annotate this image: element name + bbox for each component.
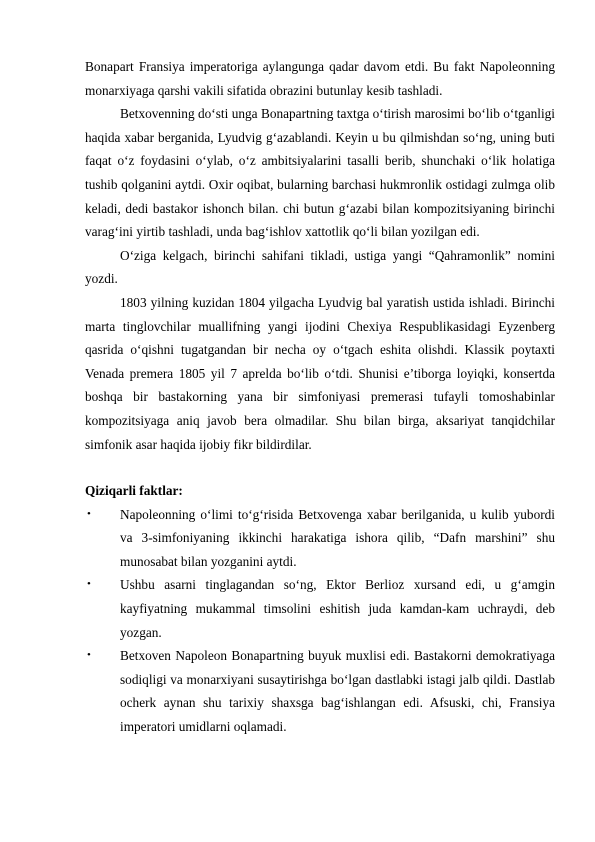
list-item-text: Betxoven Napoleon Bonapartning buyuk muxlisi edi. Bastakorni demokratiyaga sodiqligi va monarxiyani susaytirishga bo‘lgan dastlabki istagi jalb qildi. Dastlab ocherk aynan shu tarixiy shaxsga bag‘ishlangan edi. Afsuski, chi, Fransiya imperatori umidlarni oqlamadi. (120, 648, 555, 735)
paragraph: Betxovenning do‘sti unga Bonapartning taxtga o‘tirish marosimi bo‘lib o‘tganligi haqida xabar berganida, Lyudvig g‘azablandi. Keyin u bu qilmishdan so‘ng, uning buti faqat o‘z foydasini o‘ylab, o‘z ambitsiyalarini tasalli berib, shunchaki o‘lik holatiga tushib qolganini aytdi. Oxir oqibat, bularning barchasi hukmronlik ostidagi zulmga olib keladi, dedi bastakor ishonch bilan. chi butun g‘azabi bilan kompozitsiyaning birinchi varag‘ini yirtib tashladi, unda bag‘ishlov xattotlik qo‘li bilan yozilgan edi. (85, 106, 555, 240)
facts-list (85, 503, 555, 739)
list-item-text: Napoleonning o‘limi to‘g‘risida Betxovenga xabar berilganida, u kulib yubordi va 3-simfoniyaning ikkinchi harakatiga ishora qilib, “Dafn marshini” shu munosabat bilan yozganini aytdi. (120, 506, 555, 569)
list-item-text: Ushbu asarni tinglagandan so‘ng, Ektor Berlioz xursand edi, u g‘amgin kayfiyatning mukammal timsolini eshitish juda kamdan-kam uchraydi, deb yozgan. (120, 577, 555, 640)
list-item (85, 644, 555, 738)
list-item (85, 503, 555, 574)
bullet-icon: • (87, 578, 91, 591)
paragraph: 1803 yilning kuzidan 1804 yilgacha Lyudvig bal yaratish ustida ishladi. Birinchi marta tinglovchilar muallifning yangi ijodini Chexiya Respublikasidagi Eyzenberg qasrida o‘qishni tugatgandan bir necha oy o‘tgach eshita olishdi. Klassik poytaxti Venada premera 1805 yil 7 aprelda bo‘lib o‘tdi. Shunisi e’tiborga loyiqki, konsertda boshqa bir bastakorning yana bir simfoniyasi premerasi tufayli tomoshabinlar kompozitsiyaga aniq javob bera olmadilar. Shu bilan birga, aksariyat tanqidchilar simfonik asar haqida ijobiy fikr bildirdilar. (85, 294, 555, 452)
paragraph-continuation: Bonapart Fransiya imperatoriga aylangunga qadar davom etdi. Bu fakt Napoleonning monarxiyaga qarshi vakili sifatida obrazini butunlay kesib tashladi. (85, 59, 555, 98)
bullet-icon: • (87, 507, 91, 520)
bullet-icon: • (87, 649, 91, 662)
document-page (85, 55, 555, 739)
list-item (85, 573, 555, 644)
section-heading: Qiziqarli faktlar: (85, 483, 183, 499)
paragraph: O‘ziga kelgach, birinchi sahifani tikladi, ustiga yangi “Qahramonlik” nomini yozdi. (85, 247, 555, 287)
